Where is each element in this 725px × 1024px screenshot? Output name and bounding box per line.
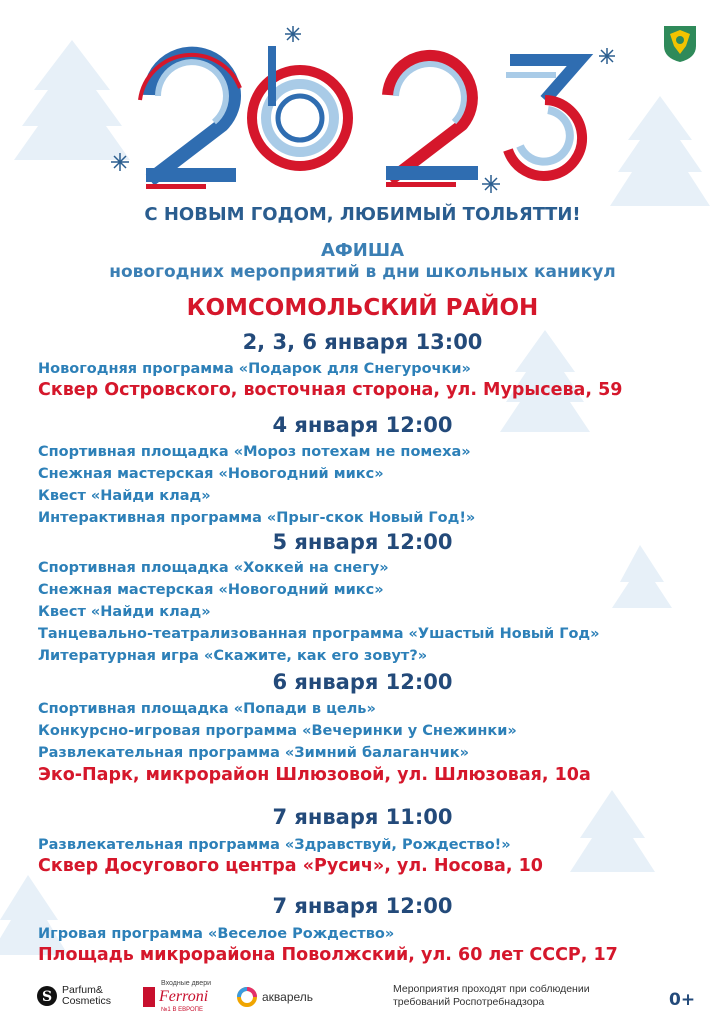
event-venue: Сквер Досугового центра «Русич», ул. Носова, 10 bbox=[38, 856, 543, 876]
sanitary-note-line: требований Роспотребнадзора bbox=[393, 996, 545, 1008]
sponsor-tagline: Входные двери bbox=[161, 980, 211, 987]
event-date: 4 января 12:00 bbox=[272, 413, 453, 437]
tree-icon bbox=[612, 545, 672, 608]
sanitary-note bbox=[393, 983, 590, 1009]
event-item: Снежная мастерская «Новогодний микс» bbox=[38, 466, 384, 482]
district-title: КОМСОМОЛЬСКИЙ РАЙОН bbox=[186, 295, 539, 321]
greeting-title: С НОВЫМ ГОДОМ, ЛЮБИМЫЙ ТОЛЬЯТТИ! bbox=[144, 204, 581, 225]
event-item: Квест «Найди клад» bbox=[38, 604, 211, 620]
event-item: Конкурсно-игровая программа «Вечеринки у Снежинки» bbox=[38, 723, 517, 739]
event-date: 5 января 12:00 bbox=[272, 530, 453, 554]
snowflake-icon bbox=[285, 26, 301, 42]
tree-icon bbox=[570, 790, 655, 872]
afisha-title: АФИША bbox=[320, 240, 404, 261]
akvarel-logo-icon bbox=[236, 986, 258, 1008]
tree-icon bbox=[610, 96, 710, 206]
sponsor-name: Parfum& bbox=[62, 984, 103, 996]
tree-icon bbox=[14, 40, 130, 160]
event-date: 7 января 11:00 bbox=[272, 805, 453, 829]
sponsor-tagline: №1 В ЕВРОПЕ bbox=[161, 1007, 203, 1013]
afisha-subtitle: новогодних мероприятий в дни школьных каникул bbox=[109, 262, 616, 282]
sponsor-name: акварель bbox=[262, 990, 314, 1004]
year-2023-graphic bbox=[140, 46, 582, 189]
event-item: Игровая программа «Веселое Рождество» bbox=[38, 926, 395, 942]
parfum-logo-icon bbox=[36, 985, 58, 1007]
sponsor-akvarel bbox=[236, 986, 313, 1008]
event-venue: Сквер Островского, восточная сторона, ул. Мурысева, 59 bbox=[38, 380, 623, 400]
event-item: Квест «Найди клад» bbox=[38, 488, 211, 504]
event-item: Новогодняя программа «Подарок для Снегурочки» bbox=[38, 361, 471, 377]
event-item: Спортивная площадка «Мороз потехам не помеха» bbox=[38, 444, 471, 460]
sponsor-parfum-cosmetics bbox=[36, 985, 111, 1007]
sponsor-name: Ferroni bbox=[159, 988, 209, 1005]
event-item: Литературная игра «Скажите, как его зовут?» bbox=[38, 648, 428, 664]
sanitary-note-line: Мероприятия проходят при соблюдении bbox=[393, 983, 590, 995]
snowflake-icon bbox=[599, 48, 615, 64]
event-date: 6 января 12:00 bbox=[272, 670, 453, 694]
sponsor-name: Cosmetics bbox=[62, 995, 112, 1007]
event-item: Танцевально-театрализованная программа «Ушастый Новый Год» bbox=[38, 626, 600, 642]
city-emblem-icon bbox=[662, 24, 698, 64]
event-item: Спортивная площадка «Попади в цель» bbox=[38, 701, 376, 717]
event-item: Развлекательная программа «Зимний балаганчик» bbox=[38, 745, 469, 761]
event-date: 2, 3, 6 января 13:00 bbox=[242, 330, 483, 354]
event-item: Спортивная площадка «Хоккей на снегу» bbox=[38, 560, 389, 576]
event-date: 7 января 12:00 bbox=[272, 894, 453, 918]
event-venue: Эко-Парк, микрорайон Шлюзовой, ул. Шлюзовая, 10а bbox=[38, 765, 591, 785]
event-item: Интерактивная программа «Прыг-скок Новый Год!» bbox=[38, 510, 476, 526]
age-rating-badge: 0+ bbox=[669, 990, 696, 1010]
event-item: Развлекательная программа «Здравствуй, Рождество!» bbox=[38, 837, 511, 853]
sponsor-ferroni bbox=[143, 980, 211, 1013]
ferroni-logo-icon bbox=[143, 987, 155, 1007]
event-item: Снежная мастерская «Новогодний микс» bbox=[38, 582, 384, 598]
snowflake-icon bbox=[482, 175, 500, 193]
svg-text:S: S bbox=[41, 989, 53, 1005]
event-venue: Площадь микрорайона Поволжский, ул. 60 лет СССР, 17 bbox=[38, 945, 618, 965]
